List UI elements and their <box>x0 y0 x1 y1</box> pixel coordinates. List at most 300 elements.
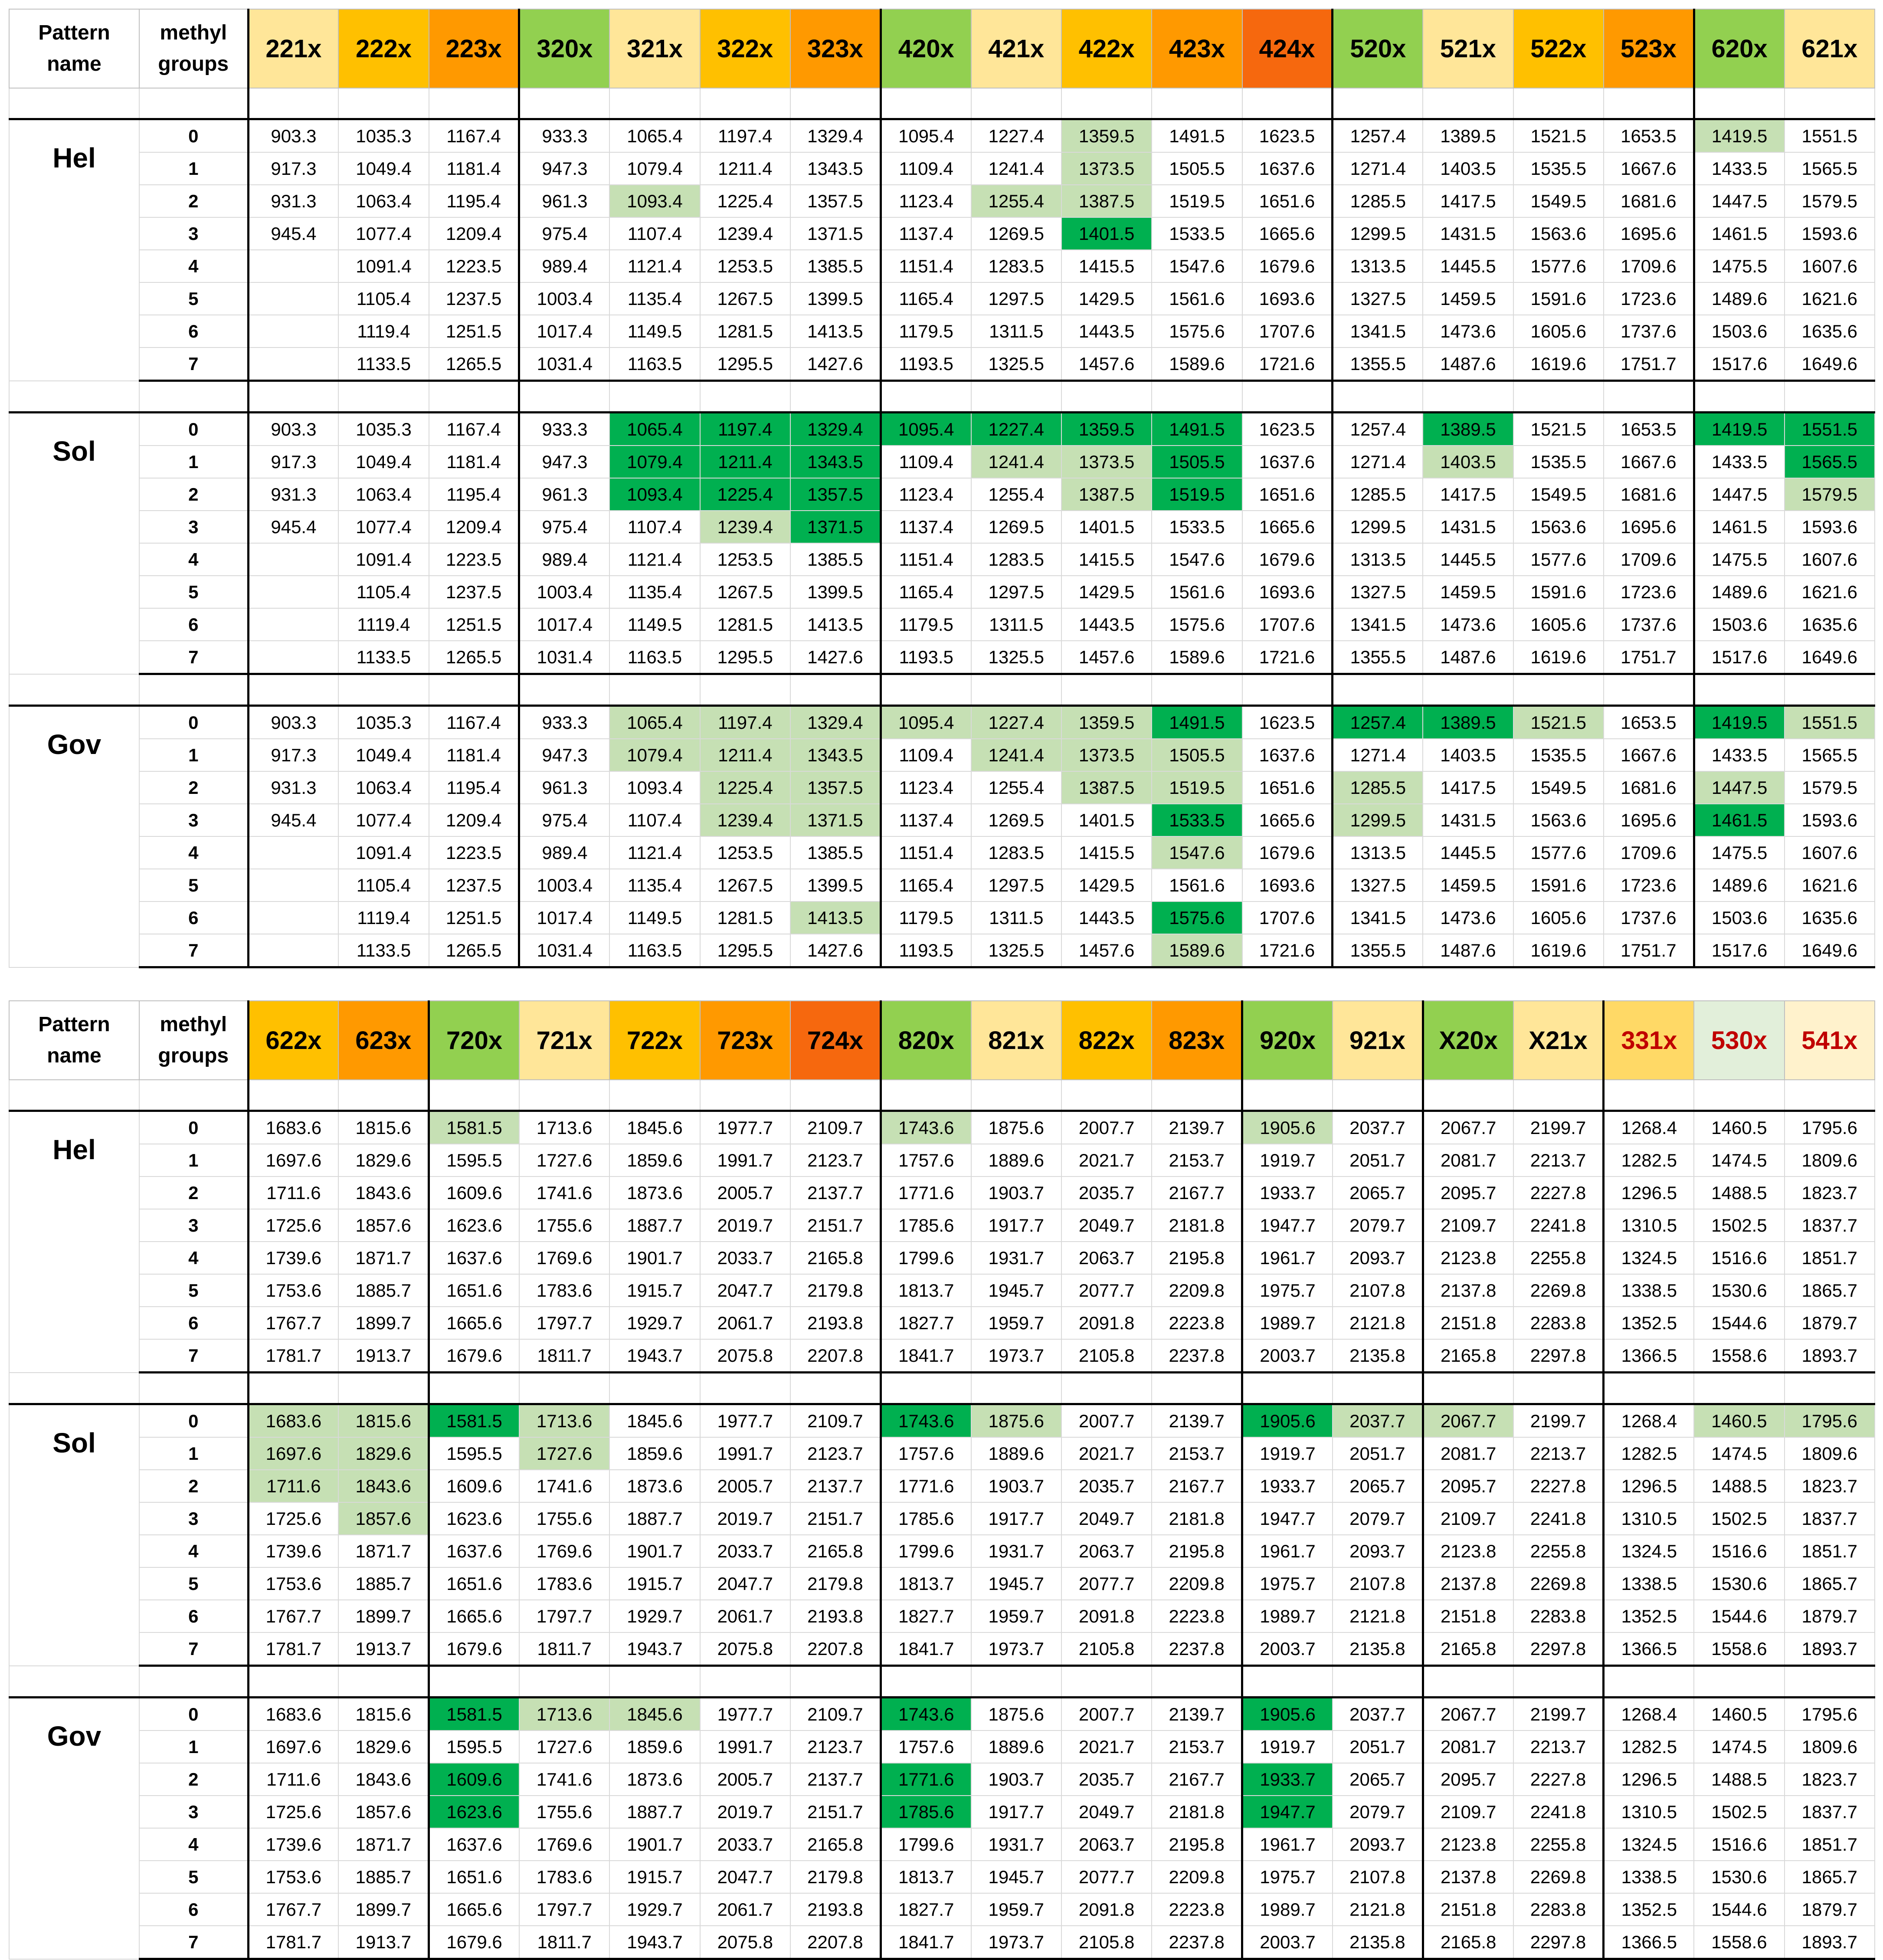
mass-value-cell: 1399.5 <box>790 282 881 315</box>
mass-value-cell: 2123.8 <box>1423 1828 1513 1861</box>
mass-value-cell: 1785.6 <box>881 1209 971 1242</box>
mass-value-cell: 1727.6 <box>519 1144 609 1177</box>
mass-value-cell: 2049.7 <box>1061 1502 1152 1535</box>
mass-value-cell: 1989.7 <box>1242 1600 1333 1632</box>
data-row <box>9 1828 1875 1861</box>
spacer-cell <box>1785 1080 1875 1111</box>
mass-value-cell: 2123.7 <box>790 1731 881 1763</box>
mass-value-cell: 1431.5 <box>1423 511 1513 543</box>
mass-value-cell: 1871.7 <box>338 1242 429 1274</box>
mass-value-cell: 1873.6 <box>609 1763 700 1796</box>
pattern-name: Gov <box>9 706 139 967</box>
data-row <box>9 804 1875 836</box>
mass-value-cell: 1901.7 <box>609 1828 700 1861</box>
mass-value-cell: 2007.7 <box>1061 1698 1152 1731</box>
spacer-cell <box>338 381 429 413</box>
mass-value-cell: 1165.4 <box>881 869 971 901</box>
mass-value-cell: 1401.5 <box>1061 217 1152 250</box>
mass-value-cell: 1757.6 <box>881 1144 971 1177</box>
mass-value-cell: 1503.6 <box>1694 315 1784 347</box>
data-row <box>9 1144 1875 1177</box>
spacer-cell <box>700 1080 790 1111</box>
mass-value-cell: 903.3 <box>248 413 338 446</box>
mass-value-cell: 1605.6 <box>1513 608 1604 641</box>
mass-value-cell: 1505.5 <box>1152 739 1242 771</box>
mass-value-cell: 1813.7 <box>881 1861 971 1893</box>
mass-value-cell <box>248 934 338 967</box>
mass-value-cell: 1945.7 <box>971 1861 1061 1893</box>
mass-value-cell: 1707.6 <box>1242 608 1333 641</box>
mass-value-cell: 2199.7 <box>1513 1698 1604 1731</box>
mass-value-cell: 1795.6 <box>1785 1404 1875 1438</box>
mass-value-cell: 1619.6 <box>1513 641 1604 674</box>
mass-value-cell: 1211.4 <box>700 739 790 771</box>
mass-value-cell: 1651.6 <box>429 1567 519 1600</box>
mass-value-cell <box>248 901 338 934</box>
mass-value-cell: 1558.6 <box>1694 1339 1784 1373</box>
mass-value-cell: 1905.6 <box>1242 1111 1333 1144</box>
mass-value-cell: 2167.7 <box>1152 1763 1242 1796</box>
mass-value-cell: 2075.8 <box>700 1339 790 1373</box>
mass-value-cell: 1417.5 <box>1423 185 1513 217</box>
pattern-name: Sol <box>9 1404 139 1666</box>
mass-value-cell: 1693.6 <box>1242 282 1333 315</box>
mass-value-cell: 1635.6 <box>1785 608 1875 641</box>
mass-value-cell: 1609.6 <box>429 1470 519 1502</box>
mass-value-cell: 2123.8 <box>1423 1242 1513 1274</box>
mass-value-cell: 1723.6 <box>1604 282 1694 315</box>
mass-value-cell: 1799.6 <box>881 1828 971 1861</box>
mass-value-cell: 2003.7 <box>1242 1926 1333 1959</box>
mass-value-cell: 1324.5 <box>1604 1242 1694 1274</box>
mass-value-cell: 1119.4 <box>338 901 429 934</box>
column-header: 622x <box>248 1001 338 1080</box>
mass-value-cell: 1133.5 <box>338 347 429 381</box>
mass-value-cell: 1460.5 <box>1694 1404 1784 1438</box>
mass-value-cell: 1889.6 <box>971 1731 1061 1763</box>
mass-value-cell: 1989.7 <box>1242 1307 1333 1339</box>
mass-value-cell: 1121.4 <box>609 836 700 869</box>
mass-value-cell: 1137.4 <box>881 511 971 543</box>
mass-value-cell: 1931.7 <box>971 1828 1061 1861</box>
mass-value-cell: 1325.5 <box>971 641 1061 674</box>
mass-value-cell: 1387.5 <box>1061 771 1152 804</box>
mass-value-cell: 1581.5 <box>429 1404 519 1438</box>
mass-value-cell: 1137.4 <box>881 217 971 250</box>
mass-value-cell: 1757.6 <box>881 1731 971 1763</box>
mass-value-cell: 1899.7 <box>338 1307 429 1339</box>
mass-value-cell: 1591.6 <box>1513 282 1604 315</box>
spacer-cell <box>1242 1373 1333 1404</box>
mass-value-cell: 1357.5 <box>790 185 881 217</box>
mass-value-cell: 1637.6 <box>429 1242 519 1274</box>
methyl-count: 0 <box>139 413 248 446</box>
spacer-cell <box>971 381 1061 413</box>
mass-value-cell: 1227.4 <box>971 706 1061 739</box>
mass-value-cell: 1427.6 <box>790 934 881 967</box>
mass-value-cell: 1751.7 <box>1604 934 1694 967</box>
mass-value-cell: 1268.4 <box>1604 1404 1694 1438</box>
mass-value-cell: 1903.7 <box>971 1470 1061 1502</box>
mass-value-cell: 1795.6 <box>1785 1111 1875 1144</box>
mass-value-cell: 2067.7 <box>1423 1698 1513 1731</box>
mass-value-cell: 1829.6 <box>338 1144 429 1177</box>
mass-value-cell: 1811.7 <box>519 1632 609 1666</box>
spacer-cell <box>9 1373 139 1404</box>
column-header: 724x <box>790 1001 881 1080</box>
mass-value-cell: 1653.5 <box>1604 119 1694 153</box>
mass-value-cell: 1063.4 <box>338 185 429 217</box>
mass-value-cell: 2283.8 <box>1513 1893 1604 1926</box>
mass-value-cell: 1163.5 <box>609 934 700 967</box>
mass-value-cell: 1488.5 <box>1694 1763 1784 1796</box>
mass-value-cell: 1324.5 <box>1604 1828 1694 1861</box>
mass-value-cell: 1711.6 <box>248 1763 338 1796</box>
mass-value-cell: 1885.7 <box>338 1567 429 1600</box>
methyl-count: 7 <box>139 934 248 967</box>
mass-value-cell: 1399.5 <box>790 576 881 608</box>
spacer-cell <box>1423 88 1513 119</box>
mass-value-cell: 1209.4 <box>429 804 519 836</box>
mass-value-cell: 1723.6 <box>1604 576 1694 608</box>
mass-value-cell: 1681.6 <box>1604 478 1694 511</box>
mass-value-cell: 1253.5 <box>700 543 790 576</box>
mass-value-cell: 1387.5 <box>1061 478 1152 511</box>
mass-value-cell: 1223.5 <box>429 250 519 282</box>
mass-value-cell: 1681.6 <box>1604 185 1694 217</box>
mass-value-cell: 1781.7 <box>248 1632 338 1666</box>
mass-value-cell: 1841.7 <box>881 1632 971 1666</box>
methyl-count: 5 <box>139 1567 248 1600</box>
mass-value-cell: 1809.6 <box>1785 1437 1875 1470</box>
mass-value-cell: 1565.5 <box>1785 739 1875 771</box>
mass-value-cell: 1093.4 <box>609 771 700 804</box>
mass-value-cell: 2213.7 <box>1513 1144 1604 1177</box>
mass-value-cell: 1225.4 <box>700 478 790 511</box>
spacer-cell <box>1333 381 1423 413</box>
pattern-name: Hel <box>9 1111 139 1373</box>
mass-value-cell: 1253.5 <box>700 250 790 282</box>
mass-value-cell: 1474.5 <box>1694 1144 1784 1177</box>
mass-value-cell: 1713.6 <box>519 1404 609 1438</box>
spacer-row <box>9 381 1875 413</box>
mass-table-part-2 <box>9 1000 1874 1960</box>
mass-value-cell: 1119.4 <box>338 608 429 641</box>
mass-value-cell: 1797.7 <box>519 1307 609 1339</box>
mass-value-cell: 1357.5 <box>790 478 881 511</box>
mass-value-cell: 1561.6 <box>1152 869 1242 901</box>
mass-value-cell: 1487.6 <box>1423 347 1513 381</box>
methyl-count: 1 <box>139 1144 248 1177</box>
mass-value-cell: 1443.5 <box>1061 608 1152 641</box>
mass-value-cell: 1581.5 <box>429 1111 519 1144</box>
mass-value-cell: 1359.5 <box>1061 119 1152 153</box>
data-row <box>9 1731 1875 1763</box>
mass-value-cell: 1265.5 <box>429 934 519 967</box>
methyl-groups-header: methyl groups <box>139 1001 248 1080</box>
mass-value-cell: 2109.7 <box>790 1404 881 1438</box>
mass-value-cell: 947.3 <box>519 446 609 478</box>
mass-value-cell: 1193.5 <box>881 641 971 674</box>
mass-value-cell: 1105.4 <box>338 282 429 315</box>
mass-value-cell: 1487.6 <box>1423 934 1513 967</box>
mass-value-cell: 1577.6 <box>1513 250 1604 282</box>
mass-value-cell: 1107.4 <box>609 511 700 543</box>
mass-value-cell: 1725.6 <box>248 1502 338 1535</box>
column-header: 723x <box>700 1001 790 1080</box>
spacer-cell <box>1604 1666 1694 1698</box>
mass-value-cell: 1433.5 <box>1694 152 1784 185</box>
mass-value-cell: 1429.5 <box>1061 282 1152 315</box>
mass-value-cell: 2047.7 <box>700 1861 790 1893</box>
mass-value-cell: 1017.4 <box>519 315 609 347</box>
spacer-cell <box>139 1080 248 1111</box>
spacer-cell <box>139 88 248 119</box>
spacer-cell <box>609 1373 700 1404</box>
mass-value-cell: 1915.7 <box>609 1274 700 1307</box>
mass-value-cell: 2065.7 <box>1333 1470 1423 1502</box>
mass-value-cell: 1679.6 <box>1242 250 1333 282</box>
spacer-cell <box>1423 1666 1513 1698</box>
mass-value-cell: 1195.4 <box>429 478 519 511</box>
mass-value-cell: 2255.8 <box>1513 1535 1604 1567</box>
mass-value-cell: 2207.8 <box>790 1632 881 1666</box>
mass-value-cell: 2151.8 <box>1423 1600 1513 1632</box>
mass-value-cell: 1447.5 <box>1694 771 1784 804</box>
mass-value-cell: 1413.5 <box>790 901 881 934</box>
mass-value-cell: 2095.7 <box>1423 1470 1513 1502</box>
mass-value-cell: 1359.5 <box>1061 706 1152 739</box>
mass-value-cell: 1415.5 <box>1061 836 1152 869</box>
mass-value-cell: 1973.7 <box>971 1926 1061 1959</box>
mass-value-cell: 1757.6 <box>881 1437 971 1470</box>
mass-value-cell: 1065.4 <box>609 119 700 153</box>
spacer-cell <box>881 674 971 706</box>
data-row <box>9 1177 1875 1209</box>
mass-value-cell: 2165.8 <box>1423 1632 1513 1666</box>
mass-value-cell: 1823.7 <box>1785 1470 1875 1502</box>
mass-value-cell: 1299.5 <box>1333 217 1423 250</box>
mass-value-cell: 1341.5 <box>1333 608 1423 641</box>
column-header: 721x <box>519 1001 609 1080</box>
mass-value-cell: 2075.8 <box>700 1926 790 1959</box>
spacer-cell <box>9 1080 139 1111</box>
mass-value-cell: 2005.7 <box>700 1470 790 1502</box>
mass-value-cell: 1767.7 <box>248 1893 338 1926</box>
mass-value-cell: 1447.5 <box>1694 478 1784 511</box>
spacer-cell <box>338 88 429 119</box>
mass-value-cell: 2227.8 <box>1513 1177 1604 1209</box>
mass-value-cell: 1310.5 <box>1604 1209 1694 1242</box>
mass-value-cell: 1255.4 <box>971 185 1061 217</box>
spacer-cell <box>609 1080 700 1111</box>
column-header: 541x <box>1785 1001 1875 1080</box>
header-row <box>9 9 1875 88</box>
mass-value-cell: 1533.5 <box>1152 217 1242 250</box>
data-row <box>9 641 1875 674</box>
mass-value-cell: 2207.8 <box>790 1339 881 1373</box>
mass-value-cell: 2121.8 <box>1333 1600 1423 1632</box>
mass-value-cell: 1281.5 <box>700 608 790 641</box>
mass-value-cell: 975.4 <box>519 511 609 543</box>
mass-value-cell: 1095.4 <box>881 706 971 739</box>
data-row <box>9 836 1875 869</box>
mass-value-cell: 1781.7 <box>248 1926 338 1959</box>
mass-value-cell: 1313.5 <box>1333 836 1423 869</box>
mass-value-cell: 1693.6 <box>1242 869 1333 901</box>
mass-value-cell: 1419.5 <box>1694 706 1784 739</box>
mass-value-cell: 2137.7 <box>790 1763 881 1796</box>
mass-value-cell: 1665.6 <box>429 1893 519 1926</box>
mass-value-cell: 2297.8 <box>1513 1926 1604 1959</box>
spacer-cell <box>1604 674 1694 706</box>
mass-value-cell: 2153.7 <box>1152 1731 1242 1763</box>
mass-value-cell: 933.3 <box>519 119 609 153</box>
mass-value-cell: 1609.6 <box>429 1763 519 1796</box>
mass-value-cell: 1975.7 <box>1242 1567 1333 1600</box>
mass-value-cell: 1751.7 <box>1604 347 1694 381</box>
mass-table-part-1 <box>9 9 1874 968</box>
mass-value-cell: 1017.4 <box>519 608 609 641</box>
mass-value-cell: 1193.5 <box>881 934 971 967</box>
mass-value-cell: 2213.7 <box>1513 1437 1604 1470</box>
mass-value-cell: 1811.7 <box>519 1339 609 1373</box>
mass-value-cell: 1366.5 <box>1604 1339 1694 1373</box>
data-row <box>9 1861 1875 1893</box>
mass-value-cell: 1521.5 <box>1513 119 1604 153</box>
mass-value-cell: 1767.7 <box>248 1307 338 1339</box>
data-row <box>9 1926 1875 1959</box>
mass-value-cell: 1623.5 <box>1242 119 1333 153</box>
spacer-cell <box>1604 381 1694 413</box>
mass-value-cell: 1413.5 <box>790 608 881 641</box>
mass-value-cell: 1427.6 <box>790 347 881 381</box>
mass-value-cell: 2121.8 <box>1333 1307 1423 1339</box>
column-header: 523x <box>1604 9 1694 88</box>
mass-value-cell: 1637.6 <box>1242 739 1333 771</box>
mass-value-cell: 1619.6 <box>1513 347 1604 381</box>
spacer-cell <box>1513 674 1604 706</box>
mass-value-cell: 2237.8 <box>1152 1632 1242 1666</box>
mass-value-cell: 1366.5 <box>1604 1926 1694 1959</box>
mass-value-cell: 2079.7 <box>1333 1502 1423 1535</box>
spacer-cell <box>1333 674 1423 706</box>
mass-value-cell: 1385.5 <box>790 543 881 576</box>
mass-value-cell: 2007.7 <box>1061 1111 1152 1144</box>
mass-value-cell: 1769.6 <box>519 1535 609 1567</box>
mass-value-cell: 1721.6 <box>1242 934 1333 967</box>
spacer-cell <box>1785 381 1875 413</box>
mass-value-cell: 2007.7 <box>1061 1404 1152 1438</box>
mass-value-cell: 1357.5 <box>790 771 881 804</box>
mass-value-cell <box>248 250 338 282</box>
mass-value-cell: 2223.8 <box>1152 1893 1242 1926</box>
spacer-cell <box>790 674 881 706</box>
mass-value-cell: 2193.8 <box>790 1600 881 1632</box>
mass-value-cell: 1667.6 <box>1604 152 1694 185</box>
mass-value-cell <box>248 282 338 315</box>
mass-value-cell: 2283.8 <box>1513 1600 1604 1632</box>
mass-value-cell: 989.4 <box>519 250 609 282</box>
methyl-count: 2 <box>139 1470 248 1502</box>
mass-value-cell: 2137.7 <box>790 1470 881 1502</box>
mass-value-cell: 1577.6 <box>1513 543 1604 576</box>
pattern-name-header: Pattern name <box>9 1001 139 1080</box>
mass-value-cell: 1257.4 <box>1333 119 1423 153</box>
mass-value-cell: 1813.7 <box>881 1274 971 1307</box>
mass-value-cell: 1459.5 <box>1423 869 1513 901</box>
mass-value-cell: 1893.7 <box>1785 1926 1875 1959</box>
mass-value-cell: 1711.6 <box>248 1470 338 1502</box>
mass-value-cell: 1269.5 <box>971 217 1061 250</box>
column-header: X20x <box>1423 1001 1513 1080</box>
spacer-cell <box>1242 674 1333 706</box>
mass-value-cell: 1283.5 <box>971 250 1061 282</box>
column-header: 720x <box>429 1001 519 1080</box>
mass-value-cell: 2021.7 <box>1061 1144 1152 1177</box>
column-header: 820x <box>881 1001 971 1080</box>
mass-value-cell: 1547.6 <box>1152 543 1242 576</box>
mass-value-cell: 1857.6 <box>338 1209 429 1242</box>
mass-value-cell: 1544.6 <box>1694 1893 1784 1926</box>
mass-value-cell: 1579.5 <box>1785 771 1875 804</box>
mass-value-cell: 931.3 <box>248 478 338 511</box>
mass-value-cell: 1649.6 <box>1785 347 1875 381</box>
mass-value-cell: 1149.5 <box>609 608 700 641</box>
mass-value-cell: 1133.5 <box>338 641 429 674</box>
mass-value-cell: 1179.5 <box>881 901 971 934</box>
mass-value-cell: 1829.6 <box>338 1437 429 1470</box>
mass-value-cell: 1255.4 <box>971 478 1061 511</box>
mass-value-cell: 2165.8 <box>790 1828 881 1861</box>
mass-value-cell: 1031.4 <box>519 347 609 381</box>
mass-value-cell: 2061.7 <box>700 1893 790 1926</box>
mass-value-cell: 1879.7 <box>1785 1893 1875 1926</box>
mass-value-cell: 2049.7 <box>1061 1796 1152 1828</box>
mass-value-cell: 2179.8 <box>790 1274 881 1307</box>
mass-value-cell: 1697.6 <box>248 1437 338 1470</box>
mass-value-cell: 1197.4 <box>700 119 790 153</box>
mass-value-cell: 1947.7 <box>1242 1209 1333 1242</box>
mass-value-cell: 1445.5 <box>1423 250 1513 282</box>
mass-value-cell: 2181.8 <box>1152 1209 1242 1242</box>
mass-value-cell: 1725.6 <box>248 1796 338 1828</box>
methyl-count: 5 <box>139 1861 248 1893</box>
mass-value-cell: 1589.6 <box>1152 347 1242 381</box>
mass-value-cell: 1607.6 <box>1785 250 1875 282</box>
mass-value-cell: 1589.6 <box>1152 641 1242 674</box>
spacer-cell <box>1513 1373 1604 1404</box>
mass-value-cell: 1845.6 <box>609 1404 700 1438</box>
mass-value-cell: 1683.6 <box>248 1404 338 1438</box>
methyl-count: 5 <box>139 282 248 315</box>
mass-value-cell: 1151.4 <box>881 250 971 282</box>
mass-value-cell: 1389.5 <box>1423 119 1513 153</box>
mass-value-cell: 1195.4 <box>429 185 519 217</box>
data-row <box>9 1209 1875 1242</box>
spacer-cell <box>1694 1666 1784 1698</box>
spacer-cell <box>609 674 700 706</box>
mass-value-cell: 2005.7 <box>700 1763 790 1796</box>
mass-value-cell: 1457.6 <box>1061 934 1152 967</box>
mass-value-cell: 1003.4 <box>519 576 609 608</box>
mass-value-cell: 2283.8 <box>1513 1307 1604 1339</box>
mass-value-cell <box>248 641 338 674</box>
mass-value-cell: 1197.4 <box>700 413 790 446</box>
mass-value-cell: 1535.5 <box>1513 739 1604 771</box>
mass-value-cell: 2269.8 <box>1513 1274 1604 1307</box>
mass-value-cell: 1737.6 <box>1604 608 1694 641</box>
